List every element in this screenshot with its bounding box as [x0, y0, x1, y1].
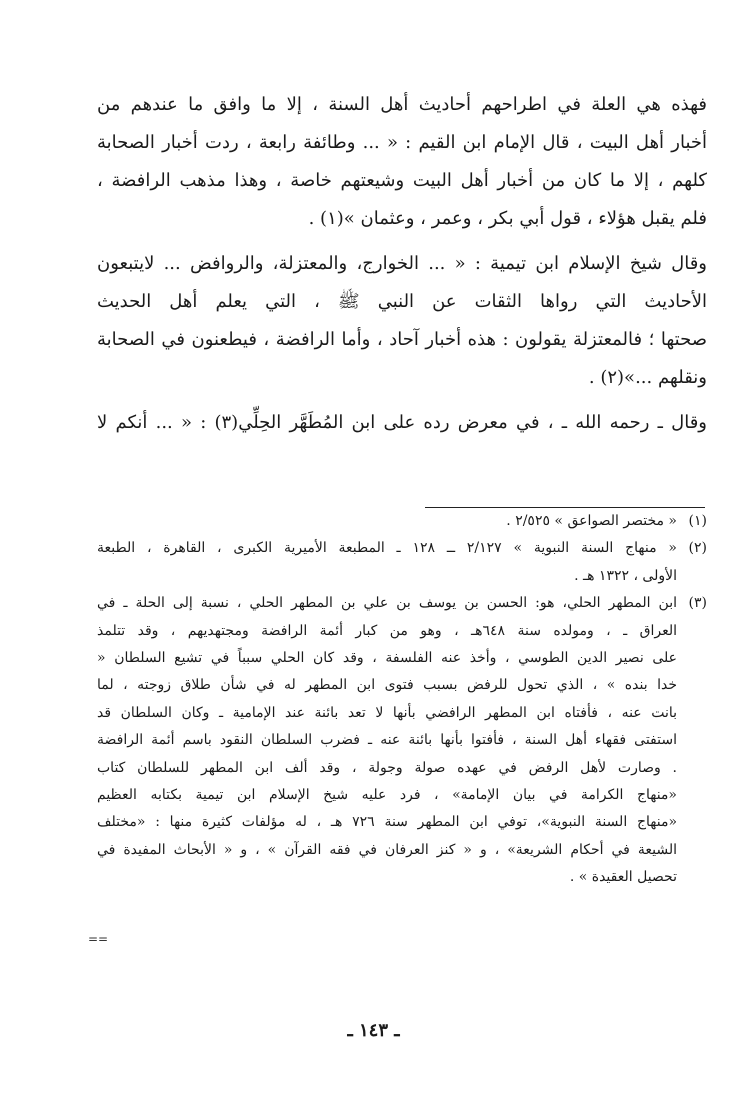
text-line: صحتها ؛ فالمعتزلة يقولون : هذه أخبار آحاد ، وأما الرافضة ، فيطعنون في الصحابة — [97, 329, 707, 350]
footnote-number: (٣) — [688, 595, 707, 612]
main-text — [97, 86, 707, 442]
page-number: ـ ١٤٣ ـ — [347, 1020, 400, 1041]
margin-marker: == — [88, 932, 109, 946]
footnote-text: بانت عنه ، فأفتاه ابن المطهر الرافضي بأنها لا تعد بائنة عند الإمامية ـ وكان السلطان قد — [97, 704, 677, 721]
footnotes — [97, 508, 707, 891]
footnote-1 — [97, 508, 707, 535]
footnote-text: خدا بنده » ، الذي تحول للرفض بسبب فتوى ابن المطهر له في شأن طلاق زوجته ، لما — [97, 677, 677, 694]
text-line: فهذه هي العلة في اطراحهم أحاديث أهل السنة ، إلا ما وافق ما عندهم من — [97, 94, 707, 115]
footnote-3 — [97, 590, 707, 617]
text-line: وقال ـ رحمه الله ـ ، في معرض رده على ابن المُطَهَّر الحِلِّي(٣) : « ... أنكم لا — [97, 412, 707, 433]
footnote-text: «منهاج الكرامة في بيان الإمامة» ، فرد عليه شيخ الإسلام ابن تيمية بكتابه العظيم — [97, 786, 677, 803]
footnote-text: على نصير الدين الطوسي ، وأخذ عنه الفلسفة ، وقد كان الحلي سبباً في تشيع السلطان « — [97, 649, 677, 666]
footnote-2 — [97, 535, 707, 562]
footnote-text: «منهاج السنة النبوية»، توفي ابن المطهر سنة ٧٢٦ هـ ، له مؤلفات كثيرة منها : «مختلف — [97, 814, 678, 831]
footnote-text: . وصارت لأهل الرفض في عهده صولة وجولة ، وقد ألف ابن المطهر للسلطان كتاب — [97, 759, 677, 776]
footnote-number: (٢) — [688, 540, 707, 557]
footnote-number: (١) — [688, 513, 707, 529]
text-line: الأحاديث التي رواها الثقات عن النبي ﷺ ، التي يعلم أهل الحديث — [97, 291, 707, 312]
text-line: أخبار أهل البيت ، قال الإمام ابن القيم : « ... وطائفة رابعة ، ردت أخبار الصحابة — [97, 132, 707, 153]
text-line: وقال شيخ الإسلام ابن تيمية : « ... الخوارج، والمعتزلة، والروافض ... لايتبعون — [97, 253, 707, 274]
footnote-text: تحصيل العقيدة » . — [569, 869, 677, 886]
text-line: كلهم ، إلا ما كان من أخبار أهل البيت وشيعتهم خاصة ، وهذا مذهب الرافضة ، — [97, 170, 707, 191]
text-line: فلم يقبل هؤلاء ، قول أبي بكر ، وعمر ، وعثمان »(١) . — [308, 208, 707, 229]
footnote-text: الأولى ، ١٣٢٢ هـ . — [574, 567, 677, 584]
footnote-text: ابن المطهر الحلي، هو: الحسن بن يوسف بن علي بن المطهر الحلي ، نسبة إلى الحلة ـ في — [97, 595, 677, 612]
footnote-text: استفتى فقهاء أهل السنة ، فأفتوا بأنها بائنة عنه ـ فضرب السلطان النقود باسم أئمة الرافضة — [97, 732, 677, 749]
footnote-text: « منهاج السنة النبوية » ٢/١٢٧ ــ ١٢٨ ـ المطبعة الأميرية الكبرى ، القاهرة ، الطبعة — [97, 540, 677, 557]
footnote-text: « مختصر الصواعق » ٢/٥٢٥ . — [506, 513, 677, 529]
footnote-text: العراق ـ ، ومولده سنة ٦٤٨هـ ، وهو من كبار أئمة الرافضة ومجتهديهم ، وقد تتلمذ — [97, 622, 677, 639]
text-line: ونقلهم ...»(٢) . — [588, 367, 707, 388]
footnote-text: الشيعة في أحكام الشريعة» ، و « كنز العرفان في فقه القرآن » ، و « الأبحاث المفيدة في — [97, 841, 677, 858]
